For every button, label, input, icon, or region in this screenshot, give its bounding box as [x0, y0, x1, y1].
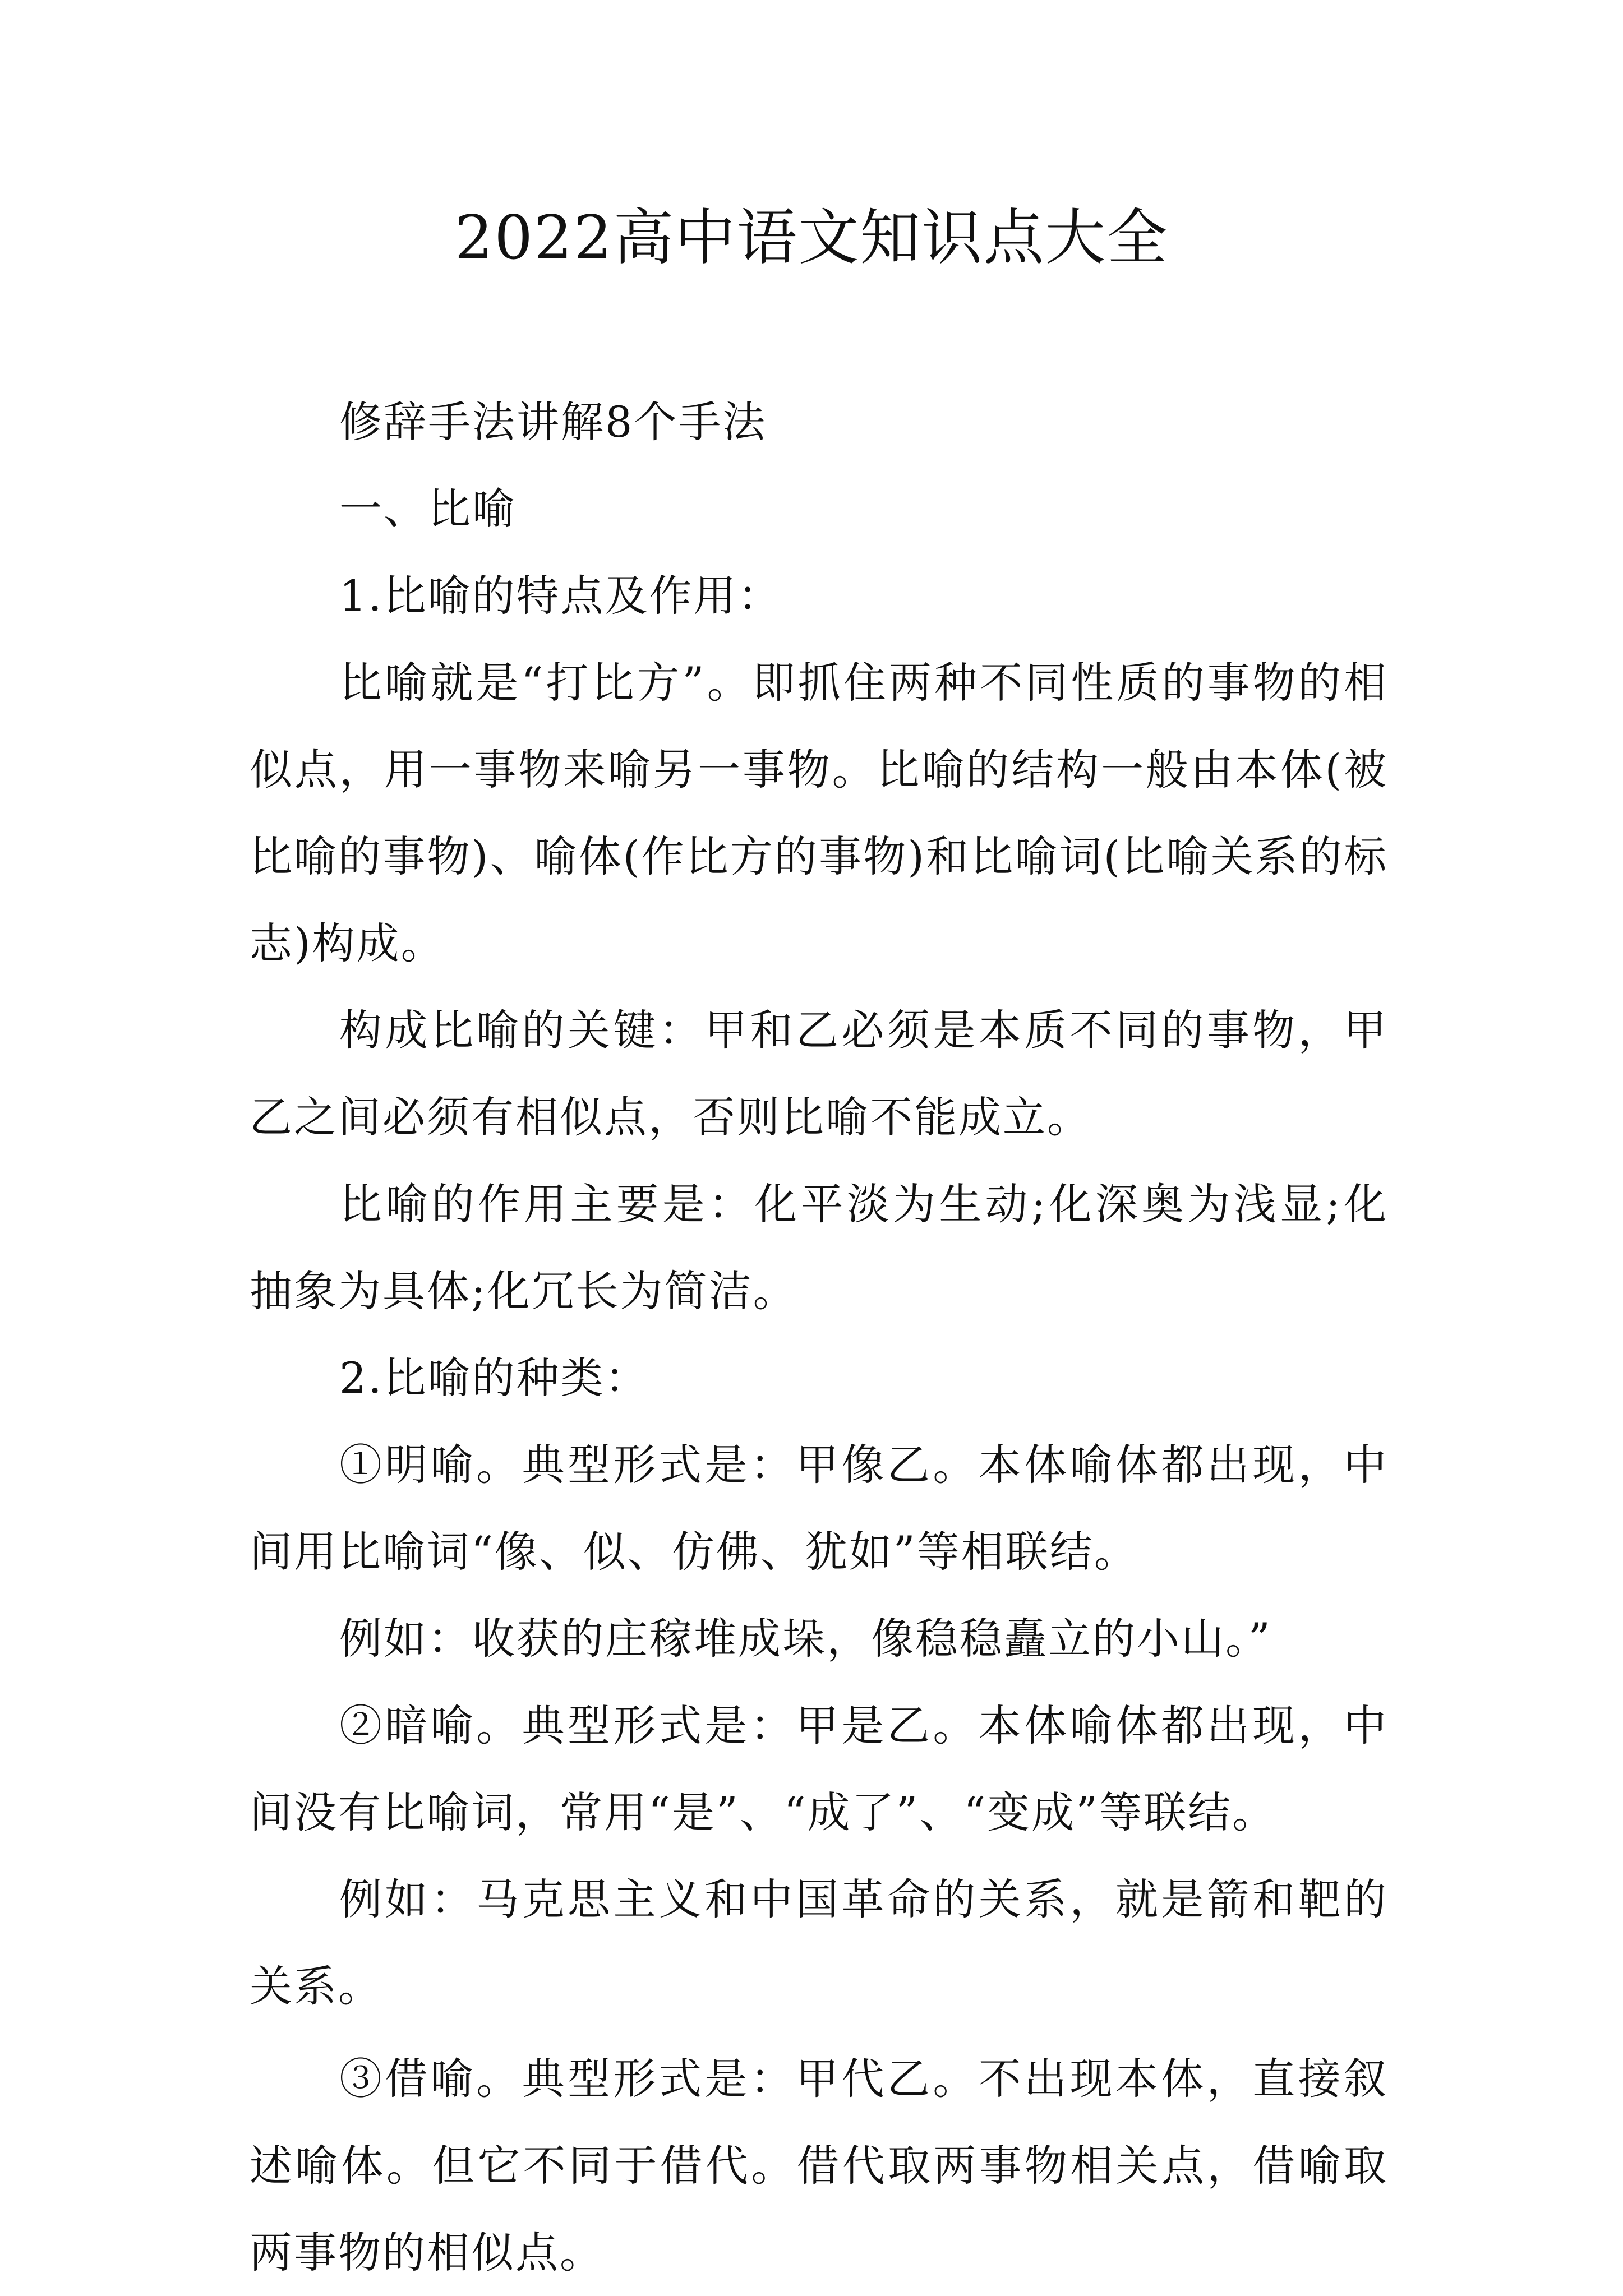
paragraph-definition: 比喻就是“打比方”。即抓住两种不同性质的事物的相似点，用一事物来喻另一事物。比喻的结构一般由本体(被比喻的事物)、喻体(作比方的事物)和比喻词(比喻关系的标志)构成。 [250, 658, 1388, 968]
paragraph-function: 比喻的作用主要是：化平淡为生动;化深奥为浅显;化抽象为具体;化冗长为简洁。 [250, 1179, 1388, 1316]
document-body [250, 378, 1388, 2296]
paragraph-section-heading: 修辞手法讲解8个手法 [339, 397, 767, 447]
paragraph-key-points: 构成比喻的关键：甲和乙必须是本质不同的事物，甲乙之间必须有相似点，否则比喻不能成立。 [250, 1005, 1388, 1142]
paragraph-simile-example: 例如：收获的庄稼堆成垛，像稳稳矗立的小山。” [339, 1614, 1272, 1664]
paragraph-implicit-metaphor: ②暗喻。典型形式是：甲是乙。本体喻体都出现，中间没有比喻词，常用“是”、“成了”、“变成”等联结。 [250, 1701, 1388, 1837]
document-title: 2022高中语文知识点大全 [454, 203, 1169, 273]
paragraph-subheading-types: 2.比喻的种类： [339, 1353, 649, 1403]
paragraph-heading-metaphor: 一、比喻 [339, 484, 517, 534]
paragraph-simile: ①明喻。典型形式是：甲像乙。本体喻体都出现，中间用比喻词“像、似、仿佛、犹如”等相联结。 [250, 1440, 1388, 1577]
paragraph-borrowed-metaphor: ③借喻。典型形式是：甲代乙。不出现本体，直接叙述喻体。但它不同于借代。借代取两事物相关点，借喻取两事物的相似点。 [250, 2054, 1388, 2277]
paragraph-subheading-features: 1.比喻的特点及作用： [339, 571, 782, 621]
paragraph-implicit-metaphor-example: 例如：马克思主义和中国革命的关系，就是箭和靶的关系。 [250, 1874, 1388, 2011]
